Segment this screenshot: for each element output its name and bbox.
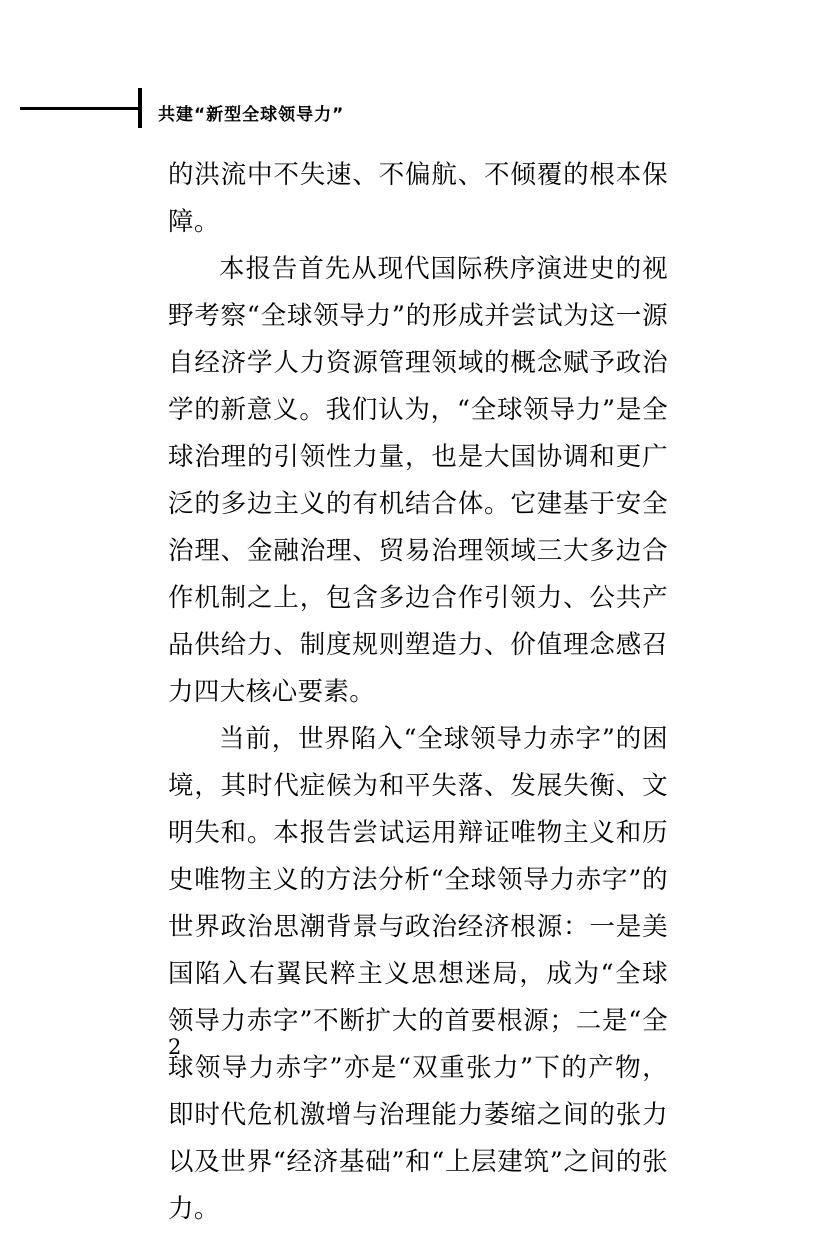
running-head xyxy=(0,88,817,132)
paragraph-1: 的洪流中不失速、不偏航、不倾覆的根本保障。 xyxy=(168,160,668,237)
header-rule xyxy=(20,107,140,110)
body-text xyxy=(168,152,668,1233)
page-number: 2 xyxy=(168,1035,182,1059)
paragraph-3: 当前，世界陷入“全球领导力赤字”的困境，其时代症候为和平失落、发展失衡、文明失和。本报告尝试运用辩证唯物主义和历史唯物主义的方法分析“全球领导力赤字”的世界政治思潮背景与政治经济根源：一是美国陷入右翼民粹主义思想迷局，成为“全球领导力赤字”不断扩大的首要根源；二是“全球领导力赤字”亦是“双重张力”下的产物，即时代危机激增与治理能力萎缩之间的张力以及世界“经济基础”和“上层建筑”之间的张力。 xyxy=(168,724,668,1224)
running-head-title: 共建“新型全球领导力” xyxy=(158,105,345,125)
paragraph-2: 本报告首先从现代国际秩序演进史的视野考察“全球领导力”的形成并尝试为这一源自经济学人力资源管理领域的概念赋予政治学的新意义。我们认为，“全球领导力”是全球治理的引领性力量，也是大国协调和更广泛的多边主义的有机结合体。它建基于安全治理、金融治理、贸易治理领域三大多边合作机制之上，包含多边合作引领力、公共产品供给力、制度规则塑造力、价值理念感召力四大核心要素。 xyxy=(168,254,668,707)
header-bar xyxy=(138,88,142,128)
